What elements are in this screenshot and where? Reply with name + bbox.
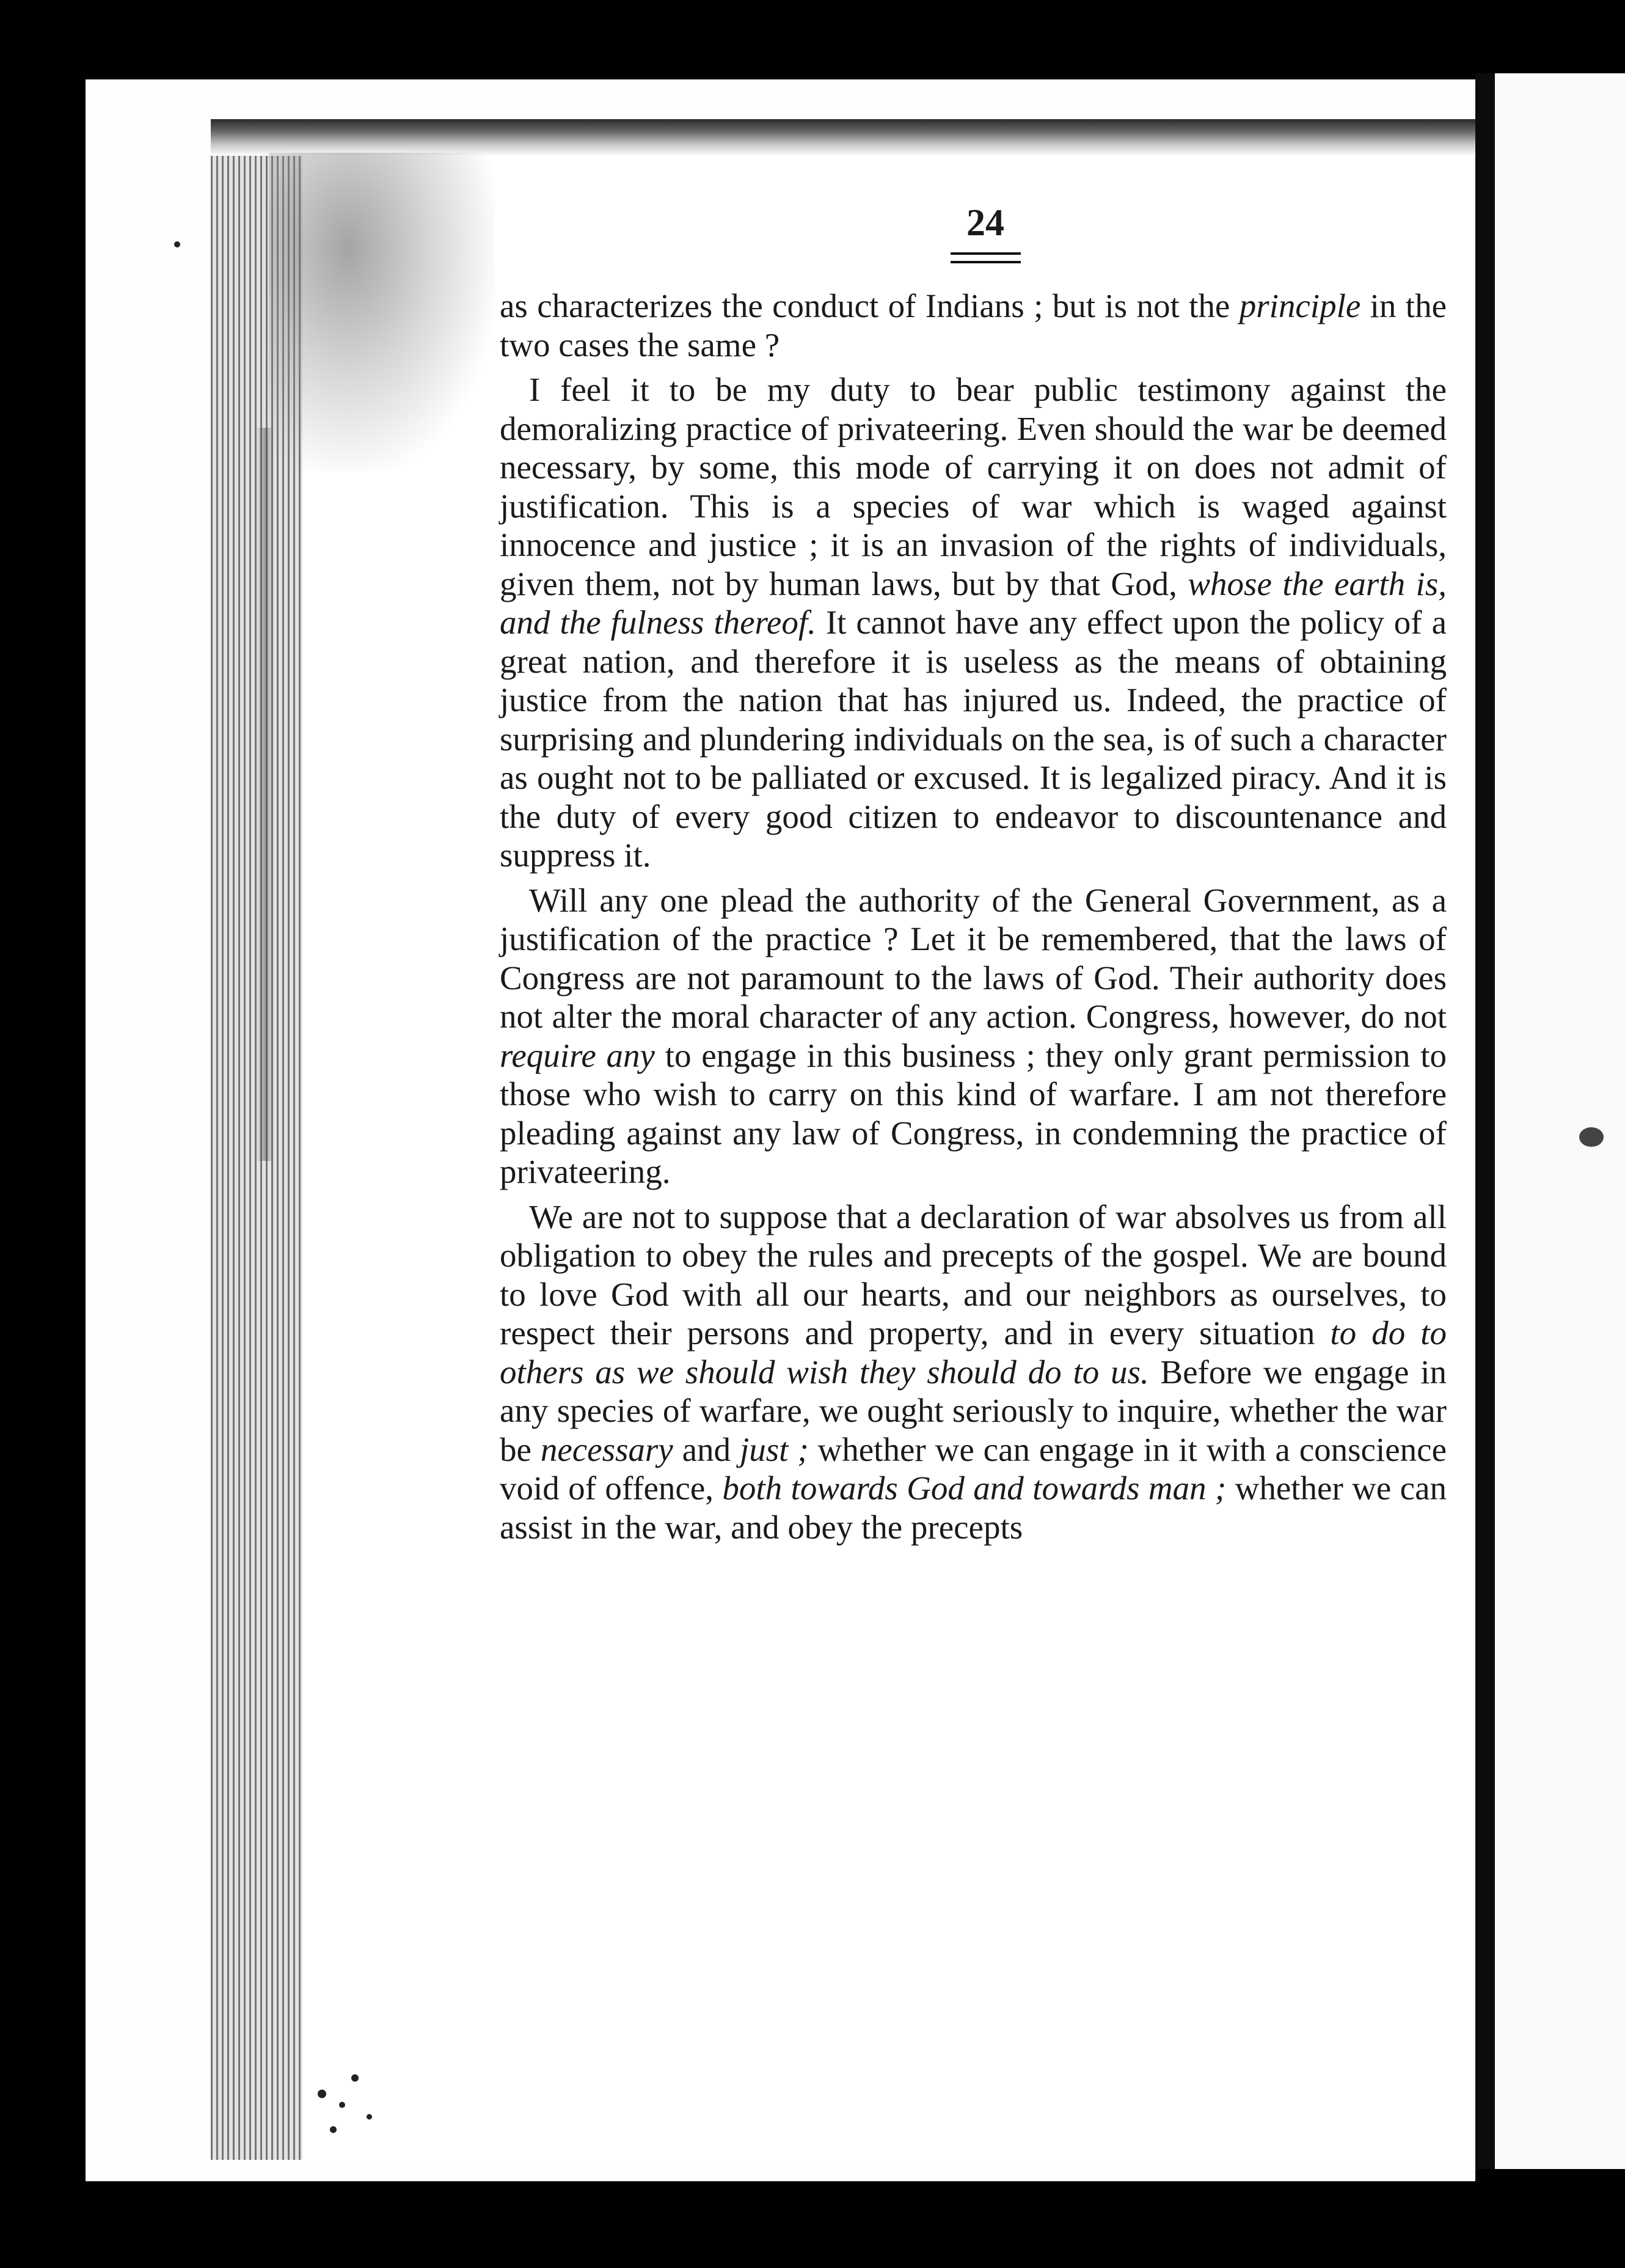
ink-speck — [367, 2114, 372, 2120]
ink-speck — [339, 2102, 345, 2108]
text-run: Before we engage in any species of warfare, we ought seriously to inquire, whether the war be — [500, 1353, 1447, 1468]
water-stain — [269, 153, 495, 470]
page-number: 24 — [966, 202, 1004, 244]
text-run: We are not to suppose that a declaration of war absolves us from all obligation to obey the rules and precepts of the gospel. We are bound to love God with all our hearts, and our neighbors as ourselves, to respect their persons and property, and in every situation — [500, 1198, 1447, 1352]
text-run: whether we can assist in the war, and obey the precepts — [500, 1469, 1447, 1546]
stain-drip — [257, 428, 274, 1161]
text-run: I feel it to be my duty to bear public testimony against the demoralizing practice of privateering. Even should the war be deemed necessary, by some, this mode of carrying it on does not admit of justification. This is a species of war which is waged against innocence and justice ; it is an invasion of the rights of individuals, given them, not by human laws, but by that God, — [500, 371, 1447, 602]
body-text — [500, 287, 1447, 1546]
page-top-edge — [211, 119, 1475, 156]
text-run: as characterizes the conduct of Indians ; but is not the — [500, 287, 1240, 324]
italic-run: necessary — [540, 1430, 673, 1468]
page-gutter — [1475, 73, 1495, 2169]
text-run: whether we can engage in it with a conscience void of offence, — [500, 1430, 1447, 1507]
italic-run: both towards God and towards man ; — [722, 1469, 1227, 1507]
text-run: Will any one plead the authority of the General Government, as a justification of the practice ? Let it be remembered, that the laws of Congress are not paramount to the laws of God. Their authority does not alter the moral character of any action. Congress, however, do not — [500, 881, 1447, 1035]
italic-run: to do to others as we should wish they should do to us. — [500, 1314, 1447, 1391]
text-run: in the two cases the same ? — [500, 287, 1447, 364]
ink-speck — [351, 2074, 359, 2082]
paragraph — [500, 287, 1447, 364]
paragraph — [500, 370, 1447, 875]
facing-page-edge — [1494, 73, 1625, 2169]
paragraph — [500, 881, 1447, 1191]
paragraph — [500, 1198, 1447, 1547]
italic-run: whose the earth is, and the fulness thereof. — [500, 565, 1447, 641]
ink-speck — [1579, 1127, 1604, 1147]
text-run: It cannot have any effect upon the policy of a great nation, and therefore it is useless as the means of obtaining justice from the nation that has injured us. Indeed, the practice of surprising and plundering individuals on the sea, is of such a character as ought not to be palliated or excused. It is legalized piracy. And it is the duty of every good citizen to endeavor to discountenance and suppress it. — [500, 604, 1447, 874]
italic-run: just ; — [739, 1430, 809, 1468]
italic-run: require any — [500, 1036, 655, 1074]
ink-speck — [174, 241, 180, 247]
text-run: and — [673, 1430, 740, 1468]
ink-speck — [318, 2090, 326, 2098]
ink-speck — [330, 2126, 337, 2133]
page-text — [500, 202, 1447, 1546]
italic-run: principle — [1239, 287, 1361, 324]
text-run: to engage in this business ; they only grant permission to those who wish to carry on this kind of warfare. I am not therefore pleading against any law of Congress, in condemning the practice of privateering. — [500, 1036, 1447, 1190]
header-rule — [951, 252, 1021, 263]
